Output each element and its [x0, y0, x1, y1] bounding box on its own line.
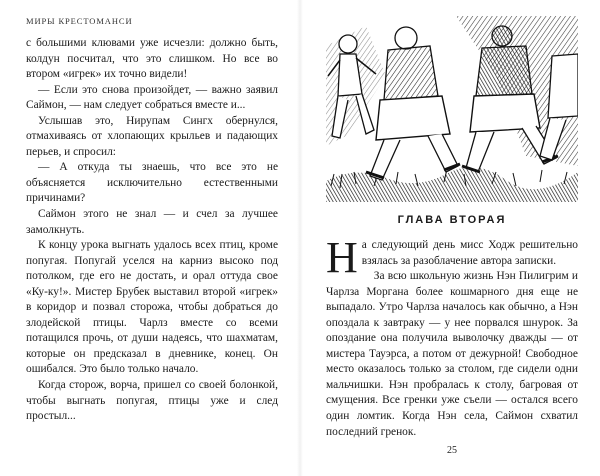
drop-cap: Н [326, 233, 358, 282]
chapter-illustration [326, 16, 578, 202]
paragraph: — Если это снова произойдет, — важно заявил Саймон, — нам следует собраться вместе и... [26, 83, 278, 112]
right-page [300, 0, 600, 476]
paragraph: К концу урока выгнать удалось всех птиц, кроме попугая. Попугай уселся на карниз высоко под потолком, где его не достать, и орал оттуда свое «Ку-ку!». Мистер Брубек выставил второй «игрек» в коридор и позвал сторожа, чтобы добраться до злодейской птицы. Чарлз вместе со всеми потащился прочь, от души надеясь, что шахматам, которые он предсказал в дневнике, конец. Он ошибался. Это было только начало. [26, 239, 278, 376]
paragraph: Саймон этого не знал — и счел за лучшее замолкнуть. [26, 208, 278, 236]
paragraph: Когда сторож, ворча, пришел со своей болонкой, чтобы выгнать попугая, птицы уже и след простыл... [26, 379, 278, 423]
paragraph: — А откуда ты знаешь, что все это не объясняется исключительно естественными причинами? [26, 161, 278, 205]
paragraph: Услышав это, Нирупам Сингх обернулся, отмахиваясь от хлопающих крыльев и падающих перьев, и спросил: [26, 114, 278, 158]
page-number: 25 [447, 445, 457, 456]
paragraph: с большими клювами уже исчезли: должно быть, колдун посчитал, что это слишком. Но все во втором «игрек» их точно видели! [26, 37, 278, 81]
first-paragraph-text: а следующий день мисс Ходж решительно взялась за разоблачение автора записки. [361, 239, 578, 267]
paragraph: За всю школьную жизнь Нэн Пилигрим и Чарлза Моргана более кошмарного дня еще не выпадало. Утро Чарлза началось как обычно, а Нэн опоздала к завтраку — у нее порвался шнурок. За опоздание она получила выволочку дважды — от мистера Тауэрса, а потом от дежурной! Свободное место оказалось только за столом, где сидели одни мальчишки. Нэн пробралась к столу, багровая от смущения. Все гренки уже съели — остался всего один ломтик. Когда Нэн села, Саймон схватил последний гренок. [326, 270, 578, 438]
chapter-title: ГЛАВА ВТОРАЯ [397, 214, 507, 226]
left-page-text [26, 36, 278, 425]
running-boys-illustration [326, 16, 578, 202]
right-page-text [326, 233, 578, 440]
first-paragraph [326, 233, 578, 282]
running-head: МИРЫ КРЕСТОМАНСИ [26, 16, 133, 26]
